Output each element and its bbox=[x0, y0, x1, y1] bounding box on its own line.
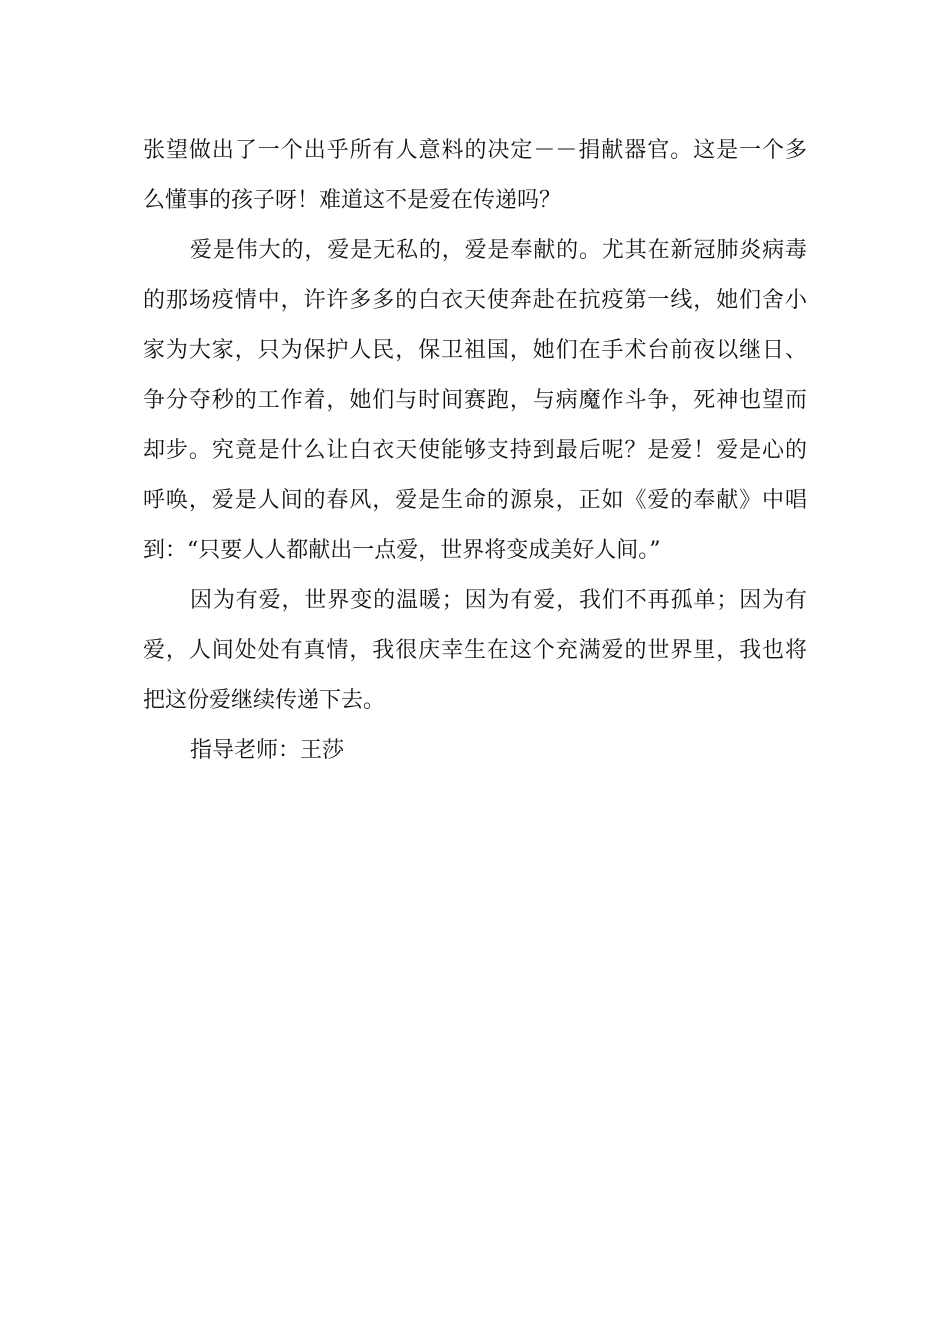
paragraph-start-line: 爱是伟大的，爱是无私的，爱是奉献的。尤其在新冠肺炎病毒 bbox=[190, 238, 807, 263]
text-line: 到：“只要人人都献出一点爱，世界将变成美好人间。” bbox=[143, 538, 661, 563]
teacher-credit: 指导老师：王莎 bbox=[190, 738, 345, 763]
text-line: 么懂事的孩子呀！难道这不是爱在传递吗？ bbox=[143, 188, 562, 213]
text-line: 张望做出了一个出乎所有人意料的决定－－捐献器官。这是一个多 bbox=[143, 138, 807, 163]
text-line: 爱，人间处处有真情，我很庆幸生在这个充满爱的世界里，我也将 bbox=[143, 638, 807, 663]
text-line: 争分夺秒的工作着，她们与时间赛跑，与病魔作斗争，死神也望而 bbox=[143, 388, 807, 413]
text-line: 把这份爱继续传递下去。 bbox=[143, 688, 386, 713]
text-line: 却步。究竟是什么让白衣天使能够支持到最后呢？是爱！爱是心的 bbox=[143, 438, 807, 463]
text-line: 家为大家，只为保护人民，保卫祖国，她们在手术台前夜以继日、 bbox=[143, 338, 807, 363]
essay-body bbox=[143, 126, 807, 776]
paragraph-start-line: 因为有爱，世界变的温暖；因为有爱，我们不再孤单；因为有 bbox=[190, 588, 807, 613]
text-line: 呼唤，爱是人间的春风，爱是生命的源泉，正如《爱的奉献》中唱 bbox=[143, 488, 807, 513]
text-line: 的那场疫情中，许许多多的白衣天使奔赴在抗疫第一线，她们舍小 bbox=[143, 288, 807, 313]
